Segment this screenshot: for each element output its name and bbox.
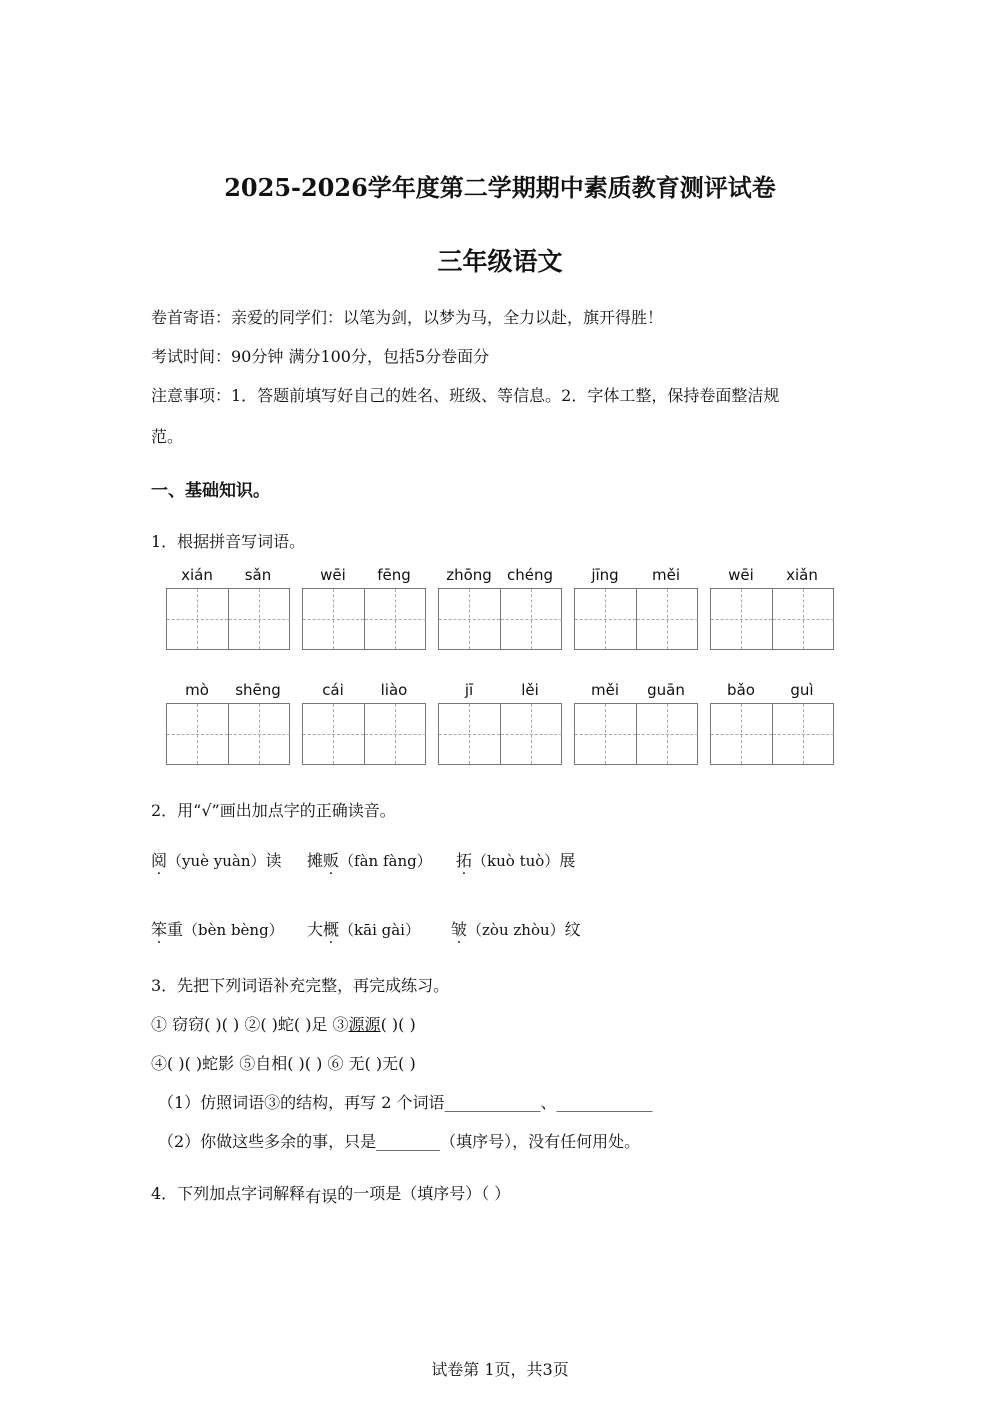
writing-grid[interactable] [438,703,562,765]
pinyin-label: sǎn [244,566,272,584]
grid-cell[interactable] [500,589,561,649]
q2-item-4: 笨重（bèn bèng） [151,920,284,939]
dotted-char: 贩 [323,851,340,870]
writing-grid[interactable] [574,703,698,765]
pinyin-label: jīng [591,566,619,584]
motto: 卷首寄语：亲爱的同学们：以笔为剑，以梦为马，全力以赴，旗开得胜！ [151,308,664,327]
pinyin-label: měi [651,566,680,584]
grid-cell[interactable] [500,704,561,764]
pinyin-label: shēng [235,681,281,699]
grid-cell[interactable] [711,589,772,649]
pinyin-label: jī [464,681,474,699]
q3-line-2: ④( )( )蛇影 ⑤自相( )( ) ⑥ 无( )无( ) [151,1054,416,1073]
pinyin-label: guì [790,681,814,699]
q3-sub-2: （2）你做这些多余的事，只是________（填序号），没有任何用处。 [158,1132,641,1151]
writing-grid[interactable] [166,703,290,765]
writing-grid[interactable] [710,703,834,765]
q2-item-1: 阅（yuè yuàn）读 [151,851,282,870]
q1-title: 1．根据拼音写词语。 [151,532,306,551]
pinyin-label: zhōng [446,566,492,584]
q2-item-5: 大概（kāi gài） [307,920,420,939]
writing-grid[interactable] [302,703,426,765]
grid-cell[interactable] [364,704,425,764]
q2-title: 2．用“√”画出加点字的正确读音。 [151,801,396,820]
grid-cell[interactable] [636,589,697,649]
exam-subtitle: 三年级语文 [437,247,563,276]
emphasis-mark: 有误 [305,1187,338,1206]
pinyin-label: bǎo [727,681,755,699]
grid-cell[interactable] [772,589,833,649]
q3-sub-1: （1）仿照词语③的结构，再写 2 个词语____________、____________ [158,1093,653,1112]
grid-cell[interactable] [636,704,697,764]
grid-cell[interactable] [575,704,636,764]
pinyin-label: xián [181,566,213,584]
q4-title: 4．下列加点字词解释有误的一项是（填序号）（ ） [151,1184,511,1206]
q3-title: 3．先把下列词语补充完整，再完成练习。 [151,976,450,995]
dotted-char: 拓 [456,851,473,870]
grid-cell[interactable] [303,589,364,649]
page-footer: 试卷第 1页，共3页 [431,1360,569,1379]
pinyin-label: cái [322,681,344,699]
section-title: 一、基础知识。 [151,481,270,501]
grid-cell[interactable] [167,589,228,649]
grid-cell[interactable] [303,704,364,764]
exam-time: 考试时间：90分钟 满分100分，包括5分卷面分 [151,347,490,366]
grid-cell[interactable] [772,704,833,764]
q2-item-3: 拓（kuò tuò）展 [456,851,576,870]
dotted-char: 概 [323,920,340,939]
writing-grid[interactable] [302,588,426,650]
writing-grid[interactable] [710,588,834,650]
grid-cell[interactable] [167,704,228,764]
writing-grid[interactable] [438,588,562,650]
notes-line-2: 范。 [151,427,184,446]
dotted-char: 笨 [151,920,168,939]
grid-cell[interactable] [228,589,289,649]
grid-cell[interactable] [711,704,772,764]
grid-cell[interactable] [228,704,289,764]
grid-cell[interactable] [439,704,500,764]
exam-title: 2025-2026学年度第二学期期中素质教育测评试卷 [224,173,776,202]
q2-item-2: 摊贩（fàn fàng） [307,851,432,870]
grid-cell[interactable] [364,589,425,649]
dotted-char: 阅 [151,851,168,870]
pinyin-label: wēi [320,566,346,584]
q3-line-1: ① 窃窃( )( ) ②( )蛇( )足 ③源源( )( ) [151,1015,416,1034]
pinyin-label: chéng [506,566,553,584]
pinyin-label: lěi [521,681,539,699]
pinyin-label: liào [380,681,408,699]
pinyin-label: wēi [728,566,754,584]
pinyin-label: guān [647,681,685,699]
notes-line-1: 注意事项：1．答题前填写好自己的姓名、班级、等信息。2．字体工整，保持卷面整洁规 [151,386,780,405]
grid-cell[interactable] [439,589,500,649]
pinyin-label: fēng [377,566,411,584]
pinyin-label: mò [185,681,209,699]
q2-item-6: 皱（zòu zhòu）纹 [451,920,581,939]
pinyin-label: xiǎn [786,566,818,584]
writing-grid[interactable] [166,588,290,650]
underlined-word: 源源 [348,1015,381,1034]
pinyin-label: měi [590,681,619,699]
writing-grid[interactable] [574,588,698,650]
dotted-char: 皱 [451,920,468,939]
grid-cell[interactable] [575,589,636,649]
